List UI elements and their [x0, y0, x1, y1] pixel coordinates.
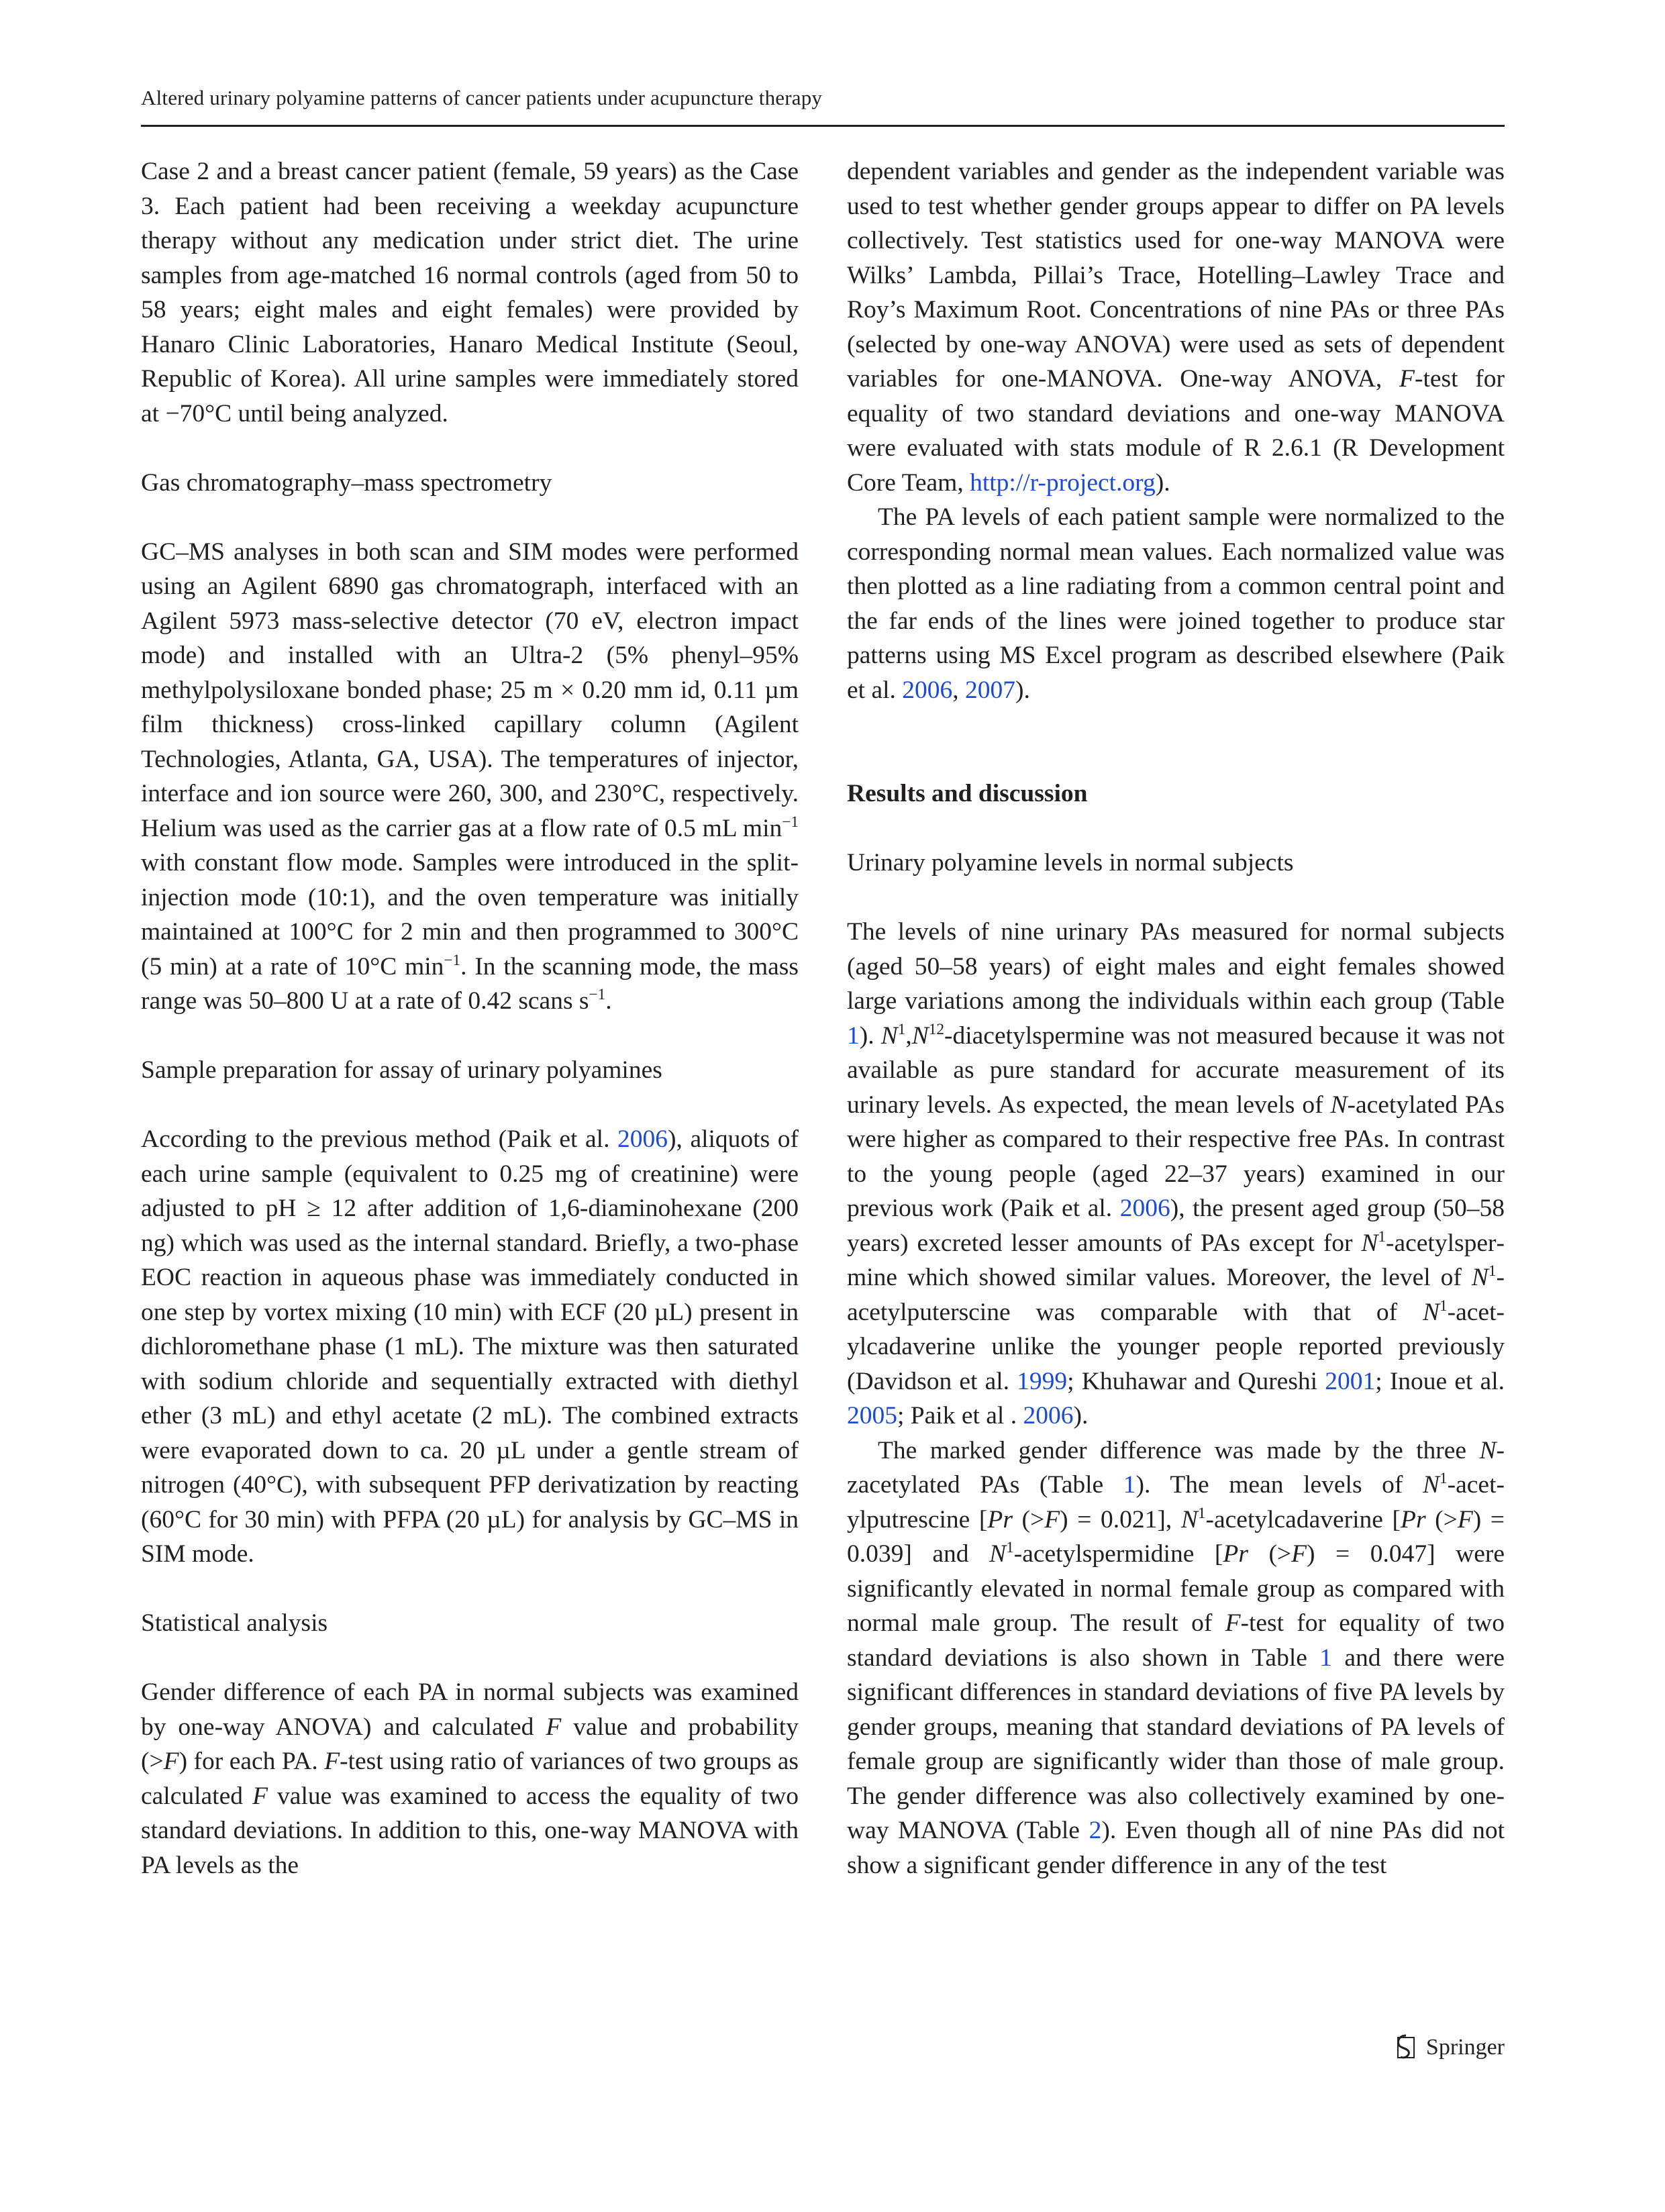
publisher-name: Springer	[1425, 2035, 1505, 2060]
subheading-statistical-analysis: Statistical analysis	[141, 1609, 328, 1637]
citation-link[interactable]: 2006	[1023, 1402, 1074, 1429]
paragraph-gender-difference: The marked gender difference was made by the three N-zacetylated PAs (Table 1). The mean levels of $N^1$-acetylputrescine [Pr (>F) = 0.021], $N^1$-acetylcadaverine [Pr (>F) = 0.039] and $N^1$-acetylspermidine [Pr (>F) = 0.047] were significantly elevated in normal female group as compared with normal male group. The result of F-test for equality of two standard deviations is also shown in Table 1 and there were significant differences in standard deviations of five PA levels by gender groups, meaning that standard deviations of PA levels of female group are significantly wider than those of male group. The gender difference was also collectively examined by one-way MANOVA (Table 2). Even though all of nine PAs did not show a significant gender difference in any of the test	[847, 1436, 1505, 1879]
running-head: Altered urinary polyamine patterns of cancer patients under acupuncture therapy	[141, 86, 823, 109]
citation-link[interactable]: 1999	[1017, 1367, 1068, 1395]
citation-link[interactable]: 2007	[965, 676, 1016, 704]
citation-link[interactable]: 2006	[902, 676, 953, 704]
section-heading-results: Results and discussion	[847, 780, 1088, 807]
table-link[interactable]: 1	[847, 1021, 860, 1050]
citation-link[interactable]: 2006	[617, 1125, 668, 1153]
citation-link[interactable]: 2005	[847, 1402, 897, 1429]
paragraph-sample-preparation: According to the previous method (Paik et al. 2006), aliquots of each urine sample (equivalent to 0.25 mg of creatinine) were adjusted to pH ≥ 12 after addition of 1,6-diaminohexane (200 ng) which was used as the internal standard. Briefly, a two-phase EOC reaction in aqueous phase was immediately conducted in one step by vortex mixing (10 min) with ECF (20 µL) present in dichloromethane phase (1 mL). The mixture was then saturated with sodium chloride and sequentially extracted with diethyl ether (3 mL) and ethyl acetate (2 mL). The combined extracts were evaporated down to ca. 20 µL under a gentle stream of nitrogen (40°C), with subsequent PFP derivatization by reacting (60°C for 30 min) with PFPA (20 µL) for analysis by GC–MS in SIM mode.	[141, 1125, 799, 1568]
subheading-sample-preparation: Sample preparation for assay of urinary polyamines	[141, 1056, 662, 1084]
header-rule	[141, 125, 1505, 127]
right-column	[847, 154, 1505, 1882]
citation-link[interactable]: 2001	[1325, 1367, 1376, 1395]
subheading-gcms: Gas chromatography–mass spectrometry	[141, 468, 552, 497]
table-link[interactable]: 1	[1123, 1471, 1136, 1499]
r-project-link[interactable]: http://r-project.org	[970, 468, 1156, 497]
paragraph-urinary-levels: The levels of nine urinary PAs measured for normal subjects (aged 50–58 years) of eight males and eight females showed large variations among the individuals within each group (Table 1). $N^1,N^{12}$-diacetylspermine was not measured because it was not available as pure standard for accurate measurement of its urinary levels. As expected, the mean levels of N-acetylated PAs were higher as compared to their respective free PAs. In contrast to the young people (aged 22–37 years) examined in our previous work (Paik et al. 2006), the present aged group (50–58 years) excreted lesser amounts of PAs except for $N^1$-acetylspermine which showed similar values. Moreover, the level of $N^1$-acetylputerscine was comparable with that of $N^1$-acetylcadaverine unlike the younger people reported previously (Davidson et al. 1999; Khuhawar and Qureshi 2001; Inoue et al. 2005; Paik et al . 2006).	[847, 918, 1505, 1429]
paragraph-manova: dependent variables and gender as the independent variable was used to test whether gender groups appear to differ on PA levels collectively. Test statistics used for one-way MANOVA were Wilks’ Lambda, Pillai’s Trace, Hotelling–Lawley Trace and Roy’s Maximum Root. Concentrations of nine PAs or three PAs (selected by one-way ANOVA) were used as sets of dependent variables for one-MANOVA. One-way ANOVA, F-test for equality of two standard deviations and one-way MANOVA were evaluated with stats module of R 2.6.1 (R Development Core Team, http://r-project.org).	[847, 158, 1505, 497]
subheading-urinary-levels: Urinary polyamine levels in normal subjects	[847, 849, 1294, 876]
left-column	[141, 154, 799, 1882]
table-link[interactable]: 2	[1089, 1817, 1102, 1844]
table-link[interactable]: 1	[1319, 1644, 1332, 1672]
paragraph-statistics: Gender difference of each PA in normal subjects was examined by one-way ANOVA) and calculated F value and probability (>F) for each PA. F-test using ratio of variances of two groups as calculated F value was examined to access the equality of two standard deviations. In addition to this, one-way MANOVA with PA levels as the	[141, 1678, 799, 1879]
citation-link[interactable]: 2006	[1119, 1195, 1170, 1222]
springer-logo-icon	[1393, 2033, 1419, 2062]
paragraph-normalization: The PA levels of each patient sample were normalized to the corresponding normal mean values. Each normalized value was then plotted as a line radiating from a common central point and the far ends of the lines were joined together to produce star patterns using MS Excel program as described elsewhere (Paik et al. 2006, 2007).	[847, 503, 1505, 704]
publisher-footer	[1393, 2033, 1505, 2062]
paragraph-subjects: Case 2 and a breast cancer patient (female, 59 years) as the Case 3. Each patient had been receiving a weekday acupuncture therapy without any medication under strict diet. The urine samples from age-matched 16 normal controls (aged from 50 to 58 years; eight males and eight females) were provided by Hanaro Clinic Laboratories, Hanaro Medical Institute (Seoul, Republic of Korea). All urine samples were immediately stored at −70°C until being analyzed.	[141, 158, 799, 428]
paragraph-gcms: GC–MS analyses in both scan and SIM modes were performed using an Agilent 6890 gas chromatograph, interfaced with an Agilent 5973 mass-selective detector (70 eV, electron impact mode) and installed with an Ultra-2 (5% phenyl–95% methylpolysiloxane bonded phase; 25 m × 0.20 mm id, 0.11 µm film thickness) cross-linked capillary column (Agilent Technologies, Atlanta, GA, USA). The temperatures of injector, interface and ion source were 260, 300, and 230°C, respectively. Helium was used as the carrier gas at a flow rate of 0.5 mL $\min^{-1}$ with constant flow mode. Samples were introduced in the split-injection mode (10:1), and the oven temperature was initially maintained at 100°C for 2 min and then programmed to 300°C (5 min) at a rate of 10°C $\min^{-1}$. In the scanning mode, the mass range was 50–800 U at a rate of 0.42 scans $s^{-1}$.	[141, 538, 799, 1015]
